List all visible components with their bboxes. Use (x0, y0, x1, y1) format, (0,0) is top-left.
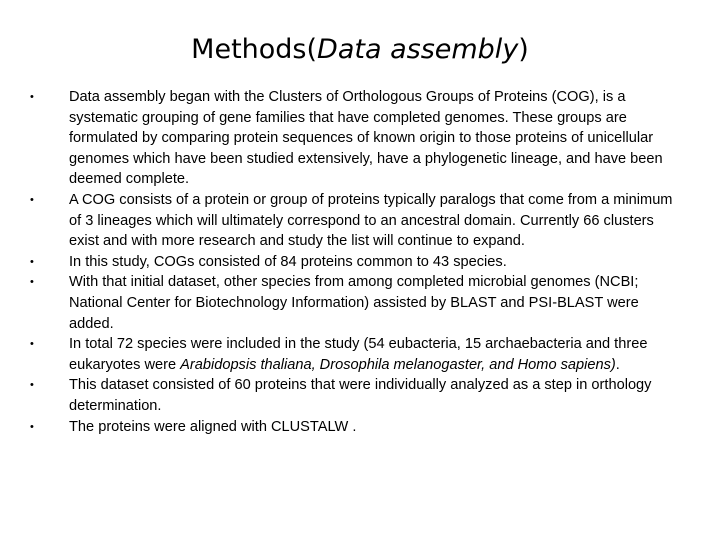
species-names-italic: Arabidopsis thaliana, Drosophila melanogaster, and Homo sapiens) (180, 356, 616, 373)
bullet-text: Data assembly began with the Clusters of Orthologous Groups of Proteins (COG), is a systematic grouping of gene families that have completed genomes. These groups are formulated by comparing protein sequences of known origin to those proteins of unicellular genomes which have been studied extensively, have a phylogenetic lineage, and have been deemed complete. (69, 89, 663, 188)
bullet-text: In this study, COGs consisted of 84 proteins common to 43 species. (69, 253, 507, 270)
bullet-text: This dataset consisted of 60 proteins that were individually analyzed as a step in orthology determination. (69, 377, 652, 414)
title-suffix: ) (518, 34, 529, 65)
bullet-icon: • (30, 255, 34, 268)
bullet-item (30, 190, 680, 252)
bullet-icon: • (30, 379, 34, 392)
bullet-item (30, 417, 680, 438)
bullet-text-end: . (615, 356, 620, 373)
bullet-text: With that initial dataset, other species from among completed microbial genomes (NCBI; National Center for Biotechnology Information) assisted by BLAST and PSI-BLAST were added. (69, 274, 639, 332)
bullet-item (30, 252, 680, 273)
bullet-text: A COG consists of a protein or group of proteins typically paralogs that come from a minimum of 3 lineages which will ultimately correspond to an ancestral domain. Currently 66 clusters exist and with more research and study the list will continue to expand. (69, 191, 673, 250)
bullet-text-main: In total 72 species were included in the study (54 eubacteria, 15 archaebacteria and three eukaryotes were (69, 336, 648, 373)
bullet-item (30, 375, 680, 416)
bullet-text: The proteins were aligned with CLUSTALW . (69, 418, 357, 435)
bullet-icon: • (30, 193, 34, 206)
bullet-text (69, 336, 647, 373)
bullet-icon: • (30, 91, 34, 103)
title-italic: Data assembly (317, 34, 519, 65)
bullet-icon: • (30, 420, 34, 433)
slide-title (0, 30, 720, 70)
bullet-list (30, 87, 680, 437)
bullet-item (30, 272, 680, 334)
bullet-item (30, 87, 680, 190)
title-prefix: Methods( (191, 34, 318, 65)
bullet-item (30, 334, 680, 375)
bullet-icon: • (30, 338, 34, 351)
bullet-icon: • (30, 276, 34, 289)
